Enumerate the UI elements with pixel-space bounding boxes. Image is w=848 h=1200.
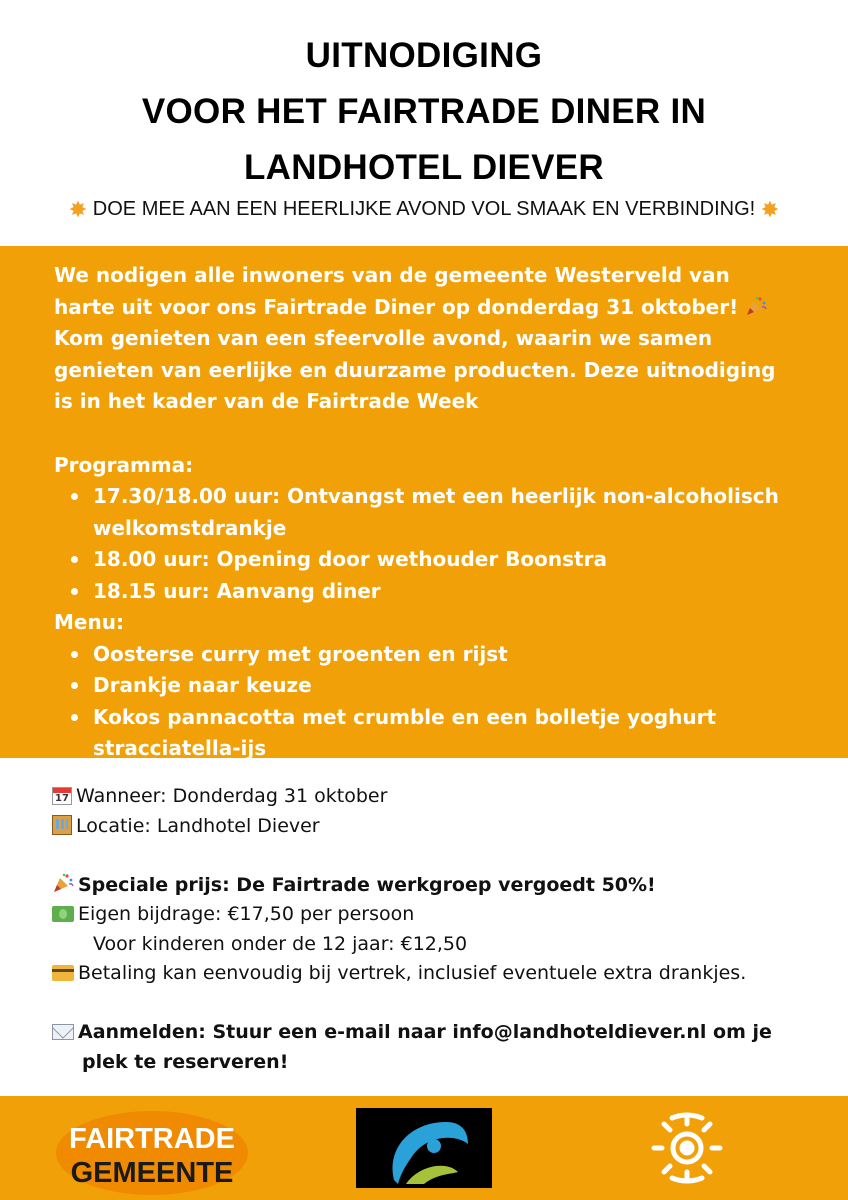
programma-item-2: 18.00 uur: Opening door wethouder Boonstra [93,547,607,571]
subtitle-text: DOE MEE AAN EEN HEERLIJKE AVOND VOL SMAAK EN VERBINDING! [92,198,756,220]
aanmelden-text-2: plek te reserveren! [82,1050,289,1073]
menu-item-3-line-1: Kokos pannacotta met crumble en een bolletje yoghurt [93,704,717,729]
money-icon [52,906,74,922]
details-section [52,782,812,1077]
programma-item-1-line-1: 17.30/18.00 uur: Ontvangst met een heerlijk non-alcoholisch [93,484,779,508]
fairtrade-gemeente-logo [55,1110,250,1196]
speciale-prijs-text: Speciale prijs: De Fairtrade werkgroep vergoedt 50%! [78,873,656,896]
invitation-text [54,260,814,765]
programma-item-3: 18.15 uur: Aanvang diner [93,578,381,603]
invitation-panel [0,246,848,758]
logo-text-fairtrade: FAIRTRADE [69,1123,235,1155]
title-line-3: LANDHOTEL DIEVER [243,148,604,187]
wanneer-text: Wanneer: Donderdag 31 oktober [76,785,388,807]
intro-line-4: genieten van eerlijke en duurzame producten. Deze uitnodiging [54,357,776,382]
list-item [93,481,814,544]
betaling-row [52,959,812,989]
intro-line-2 [54,292,814,324]
list-item [93,639,814,671]
aanmelden-row-2 [52,1048,812,1078]
calendar-day: 17 [55,793,69,804]
logo-text-gemeente: GEMEENTE [70,1157,234,1189]
list-item [93,670,814,702]
intro-line-1: We nodigen alle inwoners van de gemeente Westerveld van [54,263,730,287]
calendar-icon [52,787,72,805]
programma-item-1-line-2: welkomstdrankje [93,515,287,540]
star-icon: ✸ [760,197,780,222]
intro-line-3: Kom genieten van een sfeervolle avond, waarin we samen [54,326,713,350]
wanneer-row [52,782,812,812]
kinderen-text: Voor kinderen onder de 12 jaar: €12,50 [93,932,468,955]
aanmelden-row [52,1018,812,1048]
spacer [52,989,812,1019]
credit-card-icon [52,965,74,981]
locatie-row [52,812,812,842]
hotel-icon [52,815,72,835]
fairtrade-mark-logo [356,1108,492,1188]
menu-heading: Menu: [54,610,124,634]
title-line-1: UITNODIGING [305,36,543,75]
spacer [52,841,812,871]
betaling-text: Betaling kan eenvoudig bij vertrek, inclusief eventuele extra drankjes. [78,962,747,984]
menu-item-2: Drankje naar keuze [93,673,312,697]
party-popper-icon [745,295,767,317]
list-item [93,702,814,765]
locatie-text: Locatie: Landhotel Diever [76,814,320,837]
subtitle [0,197,848,223]
spacer [54,418,814,450]
intro-line-2-text: harte uit voor ons Fairtrade Diner op donderdag 31 oktober! [54,294,739,319]
kinderen-row [52,930,812,960]
title-line-2: VOOR HET FAIRTRADE DINER IN [141,92,707,131]
page-title [0,28,848,196]
list-item [93,544,814,576]
eigen-bijdrage-row [52,900,812,930]
sun-logo [642,1108,732,1188]
speciale-prijs-row [52,871,812,901]
menu-item-3-line-2: stracciatella-ijs [93,736,267,760]
star-icon: ✸ [68,197,88,222]
programma-heading: Programma: [54,452,194,477]
list-item [93,576,814,608]
envelope-icon [52,1024,74,1040]
menu-list [54,639,814,765]
footer-logos [0,1096,848,1200]
eigen-bijdrage-text: Eigen bijdrage: €17,50 per persoon [78,903,415,925]
menu-item-1: Oosterse curry met groenten en rijst [93,641,508,666]
programma-list [54,481,814,607]
party-popper-icon [52,872,74,894]
aanmelden-text-1: Aanmelden: Stuur een e-mail naar info@landhoteldiever.nl om je [78,1021,772,1043]
intro-line-5: is in het kader van de Fairtrade Week [54,389,479,413]
